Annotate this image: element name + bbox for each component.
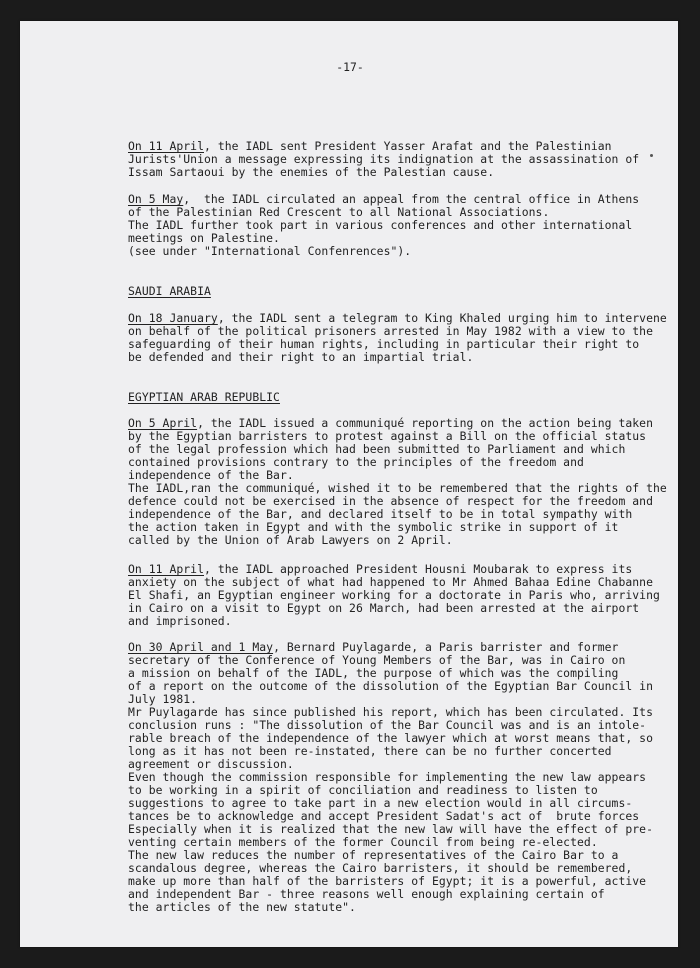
paragraph-communique: On 5 April, the IADL issued a communiqué reporting on the action being taken by the Egyptian barristers to protest against a Bill on the official status of the legal profession which had been submitted to Parliament and which contained provisions contrary to the principles of the freedom and independence of the Bar. The IADL,ran the communiqué, wished it to be remembered that the rights of the defence could not be exercised in the absence of respect for the freedom and independence of the Bar, and declared itself to be in total sympathy with the action taken in Egypt and with the symbolic strike in support of it called by the Union of Arab Lawyers on 2 April. [128,416,667,547]
paragraph-arafat: On 11 April, the IADL sent President Yasser Arafat and the Palestinian Jurists'Union a message expressing its indignation at the assassination of Issam Sartaoui by the enemies of the Palestian cause. [128,139,640,179]
date-label: On 5 May [128,192,184,206]
date-label: On 18 January [128,311,218,325]
date-label: On 5 April [128,416,198,430]
stray-mark [650,154,653,157]
page-number: -17- [336,60,364,74]
section-heading-egypt: EGYPTIAN ARAB REPUBLIC [128,390,280,404]
date-label: On 30 April and 1 May [128,640,274,654]
date-label: On 11 April [128,562,204,576]
section-heading-saudi-arabia: SAUDI ARABIA [128,284,211,298]
paragraph-red-crescent: On 5 May, the IADL circulated an appeal from the central office in Athens of the Palestinian Red Crescent to all National Associations. The IADL further took part in various conferences and other international meetings on Palestine. (see under "International Confenrences"). [128,192,640,258]
paragraph-moubarak: On 11 April, the IADL approached President Housni Moubarak to express its anxiety on the subject of what had happened to Mr Ahmed Bahaa Edine Chabanne El Shafi, an Egyptian engineer working for a doctorate in Paris who, arriving in Cairo on a visit to Egypt on 26 March, had been arrested at the airport and imprisoned. [128,562,660,628]
paragraph-puylagarde: On 30 April and 1 May, Bernard Puylagarde, a Paris barrister and former secretary of the Conference of Young Members of the Bar, was in Cairo on a mission on behalf of the IADL, the purpose of which was the compiling of a report on the outcome of the dissolution of the Egyptian Bar Council in July 1981. Mr Puylagarde has since published his report, which has been circulated. Its conclusion runs : "The dissolution of the Bar Council was and is an intole- rable breach of the independence of the lawyer which at worst means that, so long as it has not been re-instated, there can be no further concerted agreement or discussion. Even though the commission responsible for implementing the new law appears to be working in a spirit of conciliation and readiness to listen to suggestions to agree to take part in a new election would in all circums- tances be to acknowledge and accept President Sadat's act of brute forces Especially when it is realized that the new law will have the effect of pre- venting certain members of the former Council from being re-elected. The new law reduces the number of representatives of the Cairo Bar to a scandalous degree, whereas the Cairo barristers, it should be remembered, make up more than half of the barristers of Egypt; it is a powerful, active and independent Bar - three reasons well enough explaining certain of the articles of the new statute". [128,640,653,914]
date-label: On 11 April [128,139,204,153]
paragraph-king-khaled: On 18 January, the IADL sent a telegram to King Khaled urging him to intervene on behalf of the political prisoners arrested in May 1982 with a view to the safeguarding of their human rights, including in particular their right to be defended and their right to an impartial trial. [128,311,667,364]
